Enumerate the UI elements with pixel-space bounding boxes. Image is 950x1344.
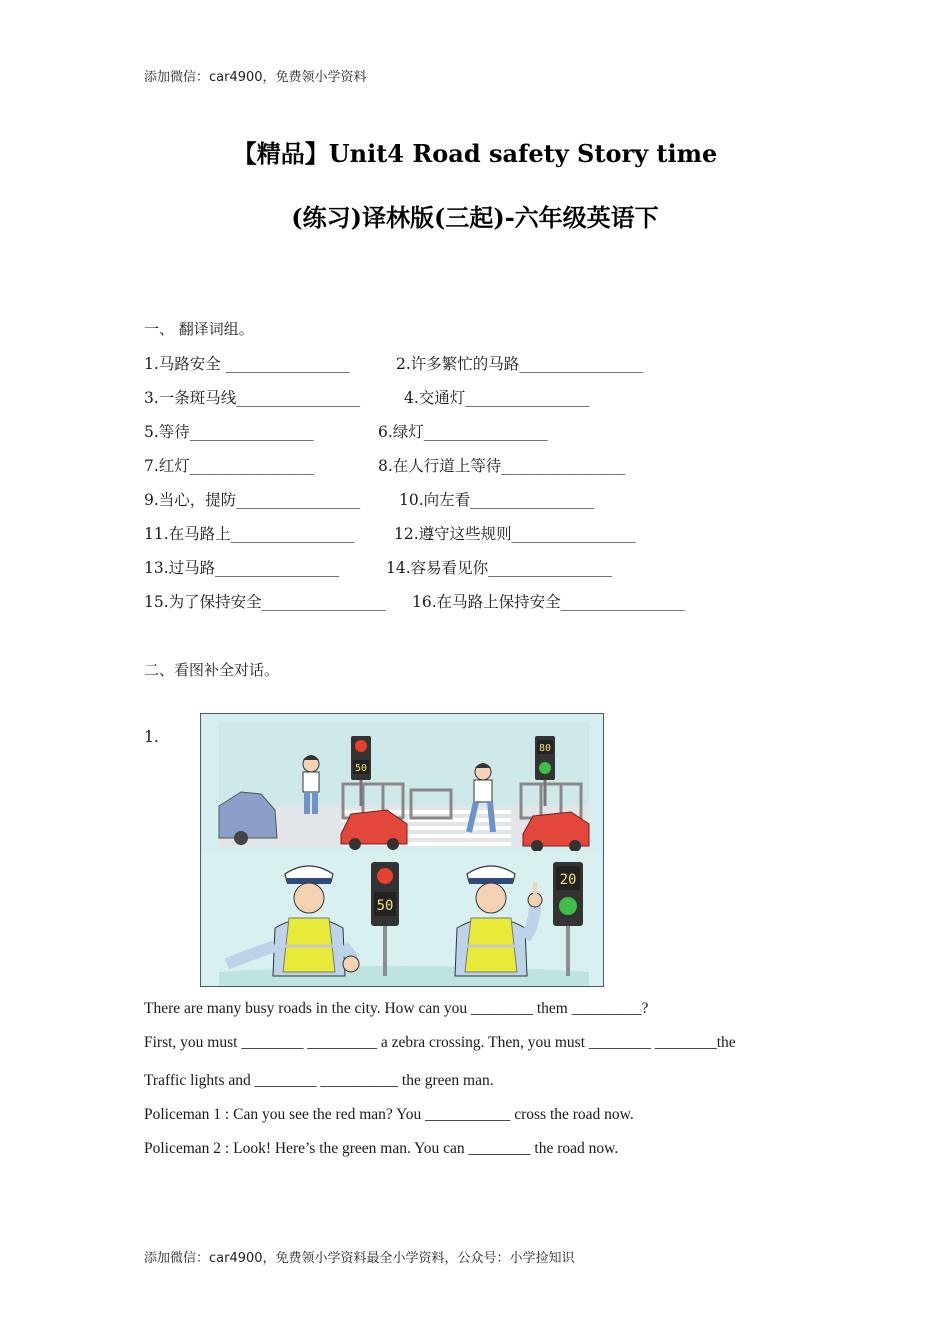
dialogue-line: Policeman 2 : Look! Here’s the green man. You can ________ the road now. bbox=[144, 1140, 619, 1157]
exercise-item: 10.向左看________________ bbox=[399, 491, 595, 509]
header-note: 添加微信：car4900，免费领小学资料 bbox=[144, 70, 367, 85]
signal-counter-bottom-right: 20 bbox=[559, 872, 577, 888]
exercise-item: 1.马路安全 ________________ bbox=[144, 355, 350, 373]
exercise-item: 8.在人行道上等待________________ bbox=[378, 457, 626, 475]
exercise-item: 15.为了保持安全________________ bbox=[144, 593, 386, 611]
exercise-item: 16.在马路上保持安全________________ bbox=[412, 593, 685, 611]
exercise-row bbox=[144, 522, 636, 544]
dialogue-line: Traffic lights and ________ __________ the green man. bbox=[144, 1072, 494, 1089]
exercise-row bbox=[144, 488, 594, 510]
exercise-item: 6.绿灯________________ bbox=[378, 423, 548, 441]
exercise-row bbox=[144, 420, 548, 442]
exercise-item: 13.过马路________________ bbox=[144, 559, 340, 577]
document-title-line2: (练习)译林版(三起)-六年级英语下 bbox=[291, 203, 659, 232]
signal-counter-top-right: 80 bbox=[538, 743, 552, 754]
dialogue-line: First, you must ________ _________ a zebra crossing. Then, you must ________ ________the bbox=[144, 1034, 736, 1051]
signal-counter-bottom-left: 50 bbox=[376, 898, 394, 914]
exercise-row bbox=[144, 352, 643, 374]
footer-note: 添加微信：car4900，免费领小学资料最全小学资料，公众号：小学捡知识 bbox=[144, 1251, 575, 1266]
exercise-item: 3.一条斑马线________________ bbox=[144, 389, 361, 407]
exercise-row bbox=[144, 386, 589, 408]
exercise-item: 12.遵守这些规则________________ bbox=[394, 525, 636, 543]
signal-counter-top-left: 50 bbox=[354, 763, 368, 774]
exercise-item: 2.许多繁忙的马路________________ bbox=[396, 355, 644, 373]
exercise-row bbox=[144, 454, 625, 476]
exercise-row bbox=[144, 556, 612, 578]
section2-heading: 二、看图补全对话。 bbox=[144, 661, 280, 679]
dialogue-line: Policeman 1 : Can you see the red man? You ___________ cross the road now. bbox=[144, 1106, 634, 1123]
section1-heading: 一、 翻译词组。 bbox=[144, 320, 254, 338]
exercise-item: 11.在马路上________________ bbox=[144, 525, 355, 543]
exercise-row bbox=[144, 590, 685, 612]
exercise-item: 7.红灯________________ bbox=[144, 457, 314, 475]
question-number: 1. bbox=[144, 728, 159, 746]
document-title-line1: 【精品】Unit4 Road safety Story time bbox=[232, 139, 718, 168]
traffic-scene-svg bbox=[201, 714, 604, 987]
dialogue-line: There are many busy roads in the city. How can you ________ them _________? bbox=[144, 1000, 649, 1017]
exercise-item: 4.交通灯________________ bbox=[404, 389, 590, 407]
exercise-item: 9.当心，提防________________ bbox=[144, 491, 361, 509]
exercise-item: 14.容易看见你________________ bbox=[386, 559, 613, 577]
traffic-illustration bbox=[200, 713, 604, 987]
exercise-item: 5.等待________________ bbox=[144, 423, 314, 441]
